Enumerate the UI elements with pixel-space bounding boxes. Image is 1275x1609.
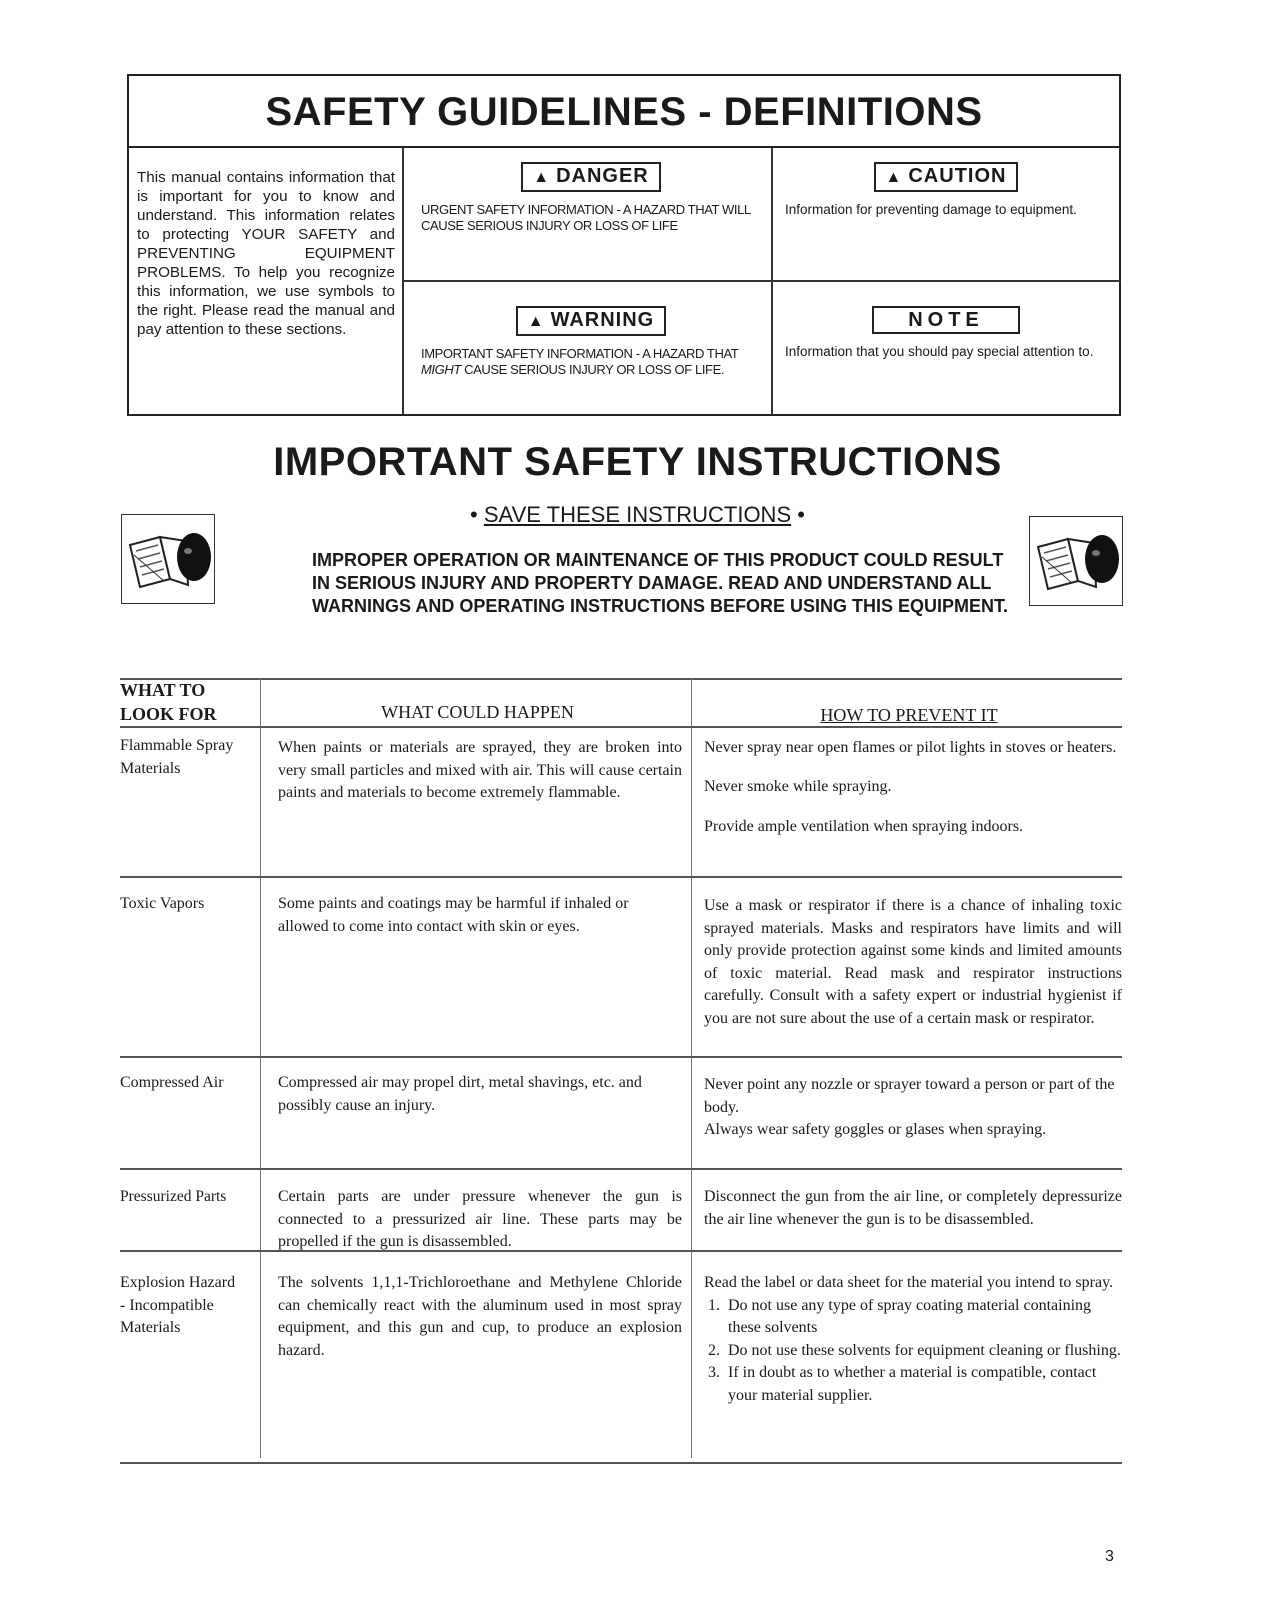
table-rule bbox=[120, 1462, 1122, 1464]
table-row-look-for: Compressed Air bbox=[120, 1074, 224, 1091]
danger-signal bbox=[521, 162, 661, 192]
table-rule bbox=[120, 1168, 1122, 1170]
grid-line bbox=[402, 280, 1121, 282]
prevention-item: Read the label or data sheet for the material you intend to spray. bbox=[704, 1274, 1114, 1291]
definitions-intro: This manual contains information that is important for you to know and understand. This information relates to protecting YOUR SAFETY and PREVENTING EQUIPMENT PROBLEMS. To help you recognize this information, we use symbols to the right. Please read the manual and pay attention to these sections. bbox=[137, 169, 395, 338]
column-divider bbox=[691, 678, 692, 1458]
table-rule bbox=[120, 876, 1122, 878]
instructions-warning: IMPROPER OPERATION OR MAINTENANCE OF THIS PRODUCT COULD RESULT IN SERIOUS INJURY AND PROPERTY DAMAGE. READ AND UNDERSTAND ALL WARNINGS AND OPERATING INSTRUCTIONS BEFORE USING THIS EQUIPMENT. bbox=[312, 550, 1009, 616]
prevention-item: Never point any nozzle or sprayer toward a person or part of the body. bbox=[704, 1076, 1115, 1116]
table-row-how-to-prevent bbox=[704, 737, 1122, 839]
warning-definition bbox=[421, 306, 761, 378]
header-what-could-happen: WHAT COULD HAPPEN bbox=[381, 702, 574, 722]
table-row-what-could-happen: Compressed air may propel dirt, metal shavings, etc. and possibly cause an injury. bbox=[278, 1074, 642, 1114]
warning-text bbox=[421, 346, 761, 378]
table-row-how-to-prevent: Use a mask or respirator if there is a chance of inhaling toxic sprayed materials. Masks and respirators have limits and will only provide protection against some kinds and limited amounts of toxic material. Read mask and respirator instructions carefully. Consult with a safety expert or industrial hygienist if you are not sure about the use of a certain mask or respirator. bbox=[704, 897, 1122, 1027]
caution-definition bbox=[785, 162, 1107, 218]
read-manual-icon bbox=[121, 514, 215, 604]
header-how-to-prevent-it: HOW TO PREVENT IT bbox=[820, 705, 998, 725]
caution-label: CAUTION bbox=[908, 165, 1007, 187]
list-item: 3. If in doubt as to whether a material is compatible, contact your material supplier. bbox=[724, 1362, 1122, 1407]
bullet: • bbox=[797, 502, 805, 527]
prevention-item: Never spray near open flames or pilot lights in stoves or heaters. bbox=[704, 739, 1117, 756]
danger-label: DANGER bbox=[556, 165, 649, 187]
list-item: 2. Do not use these solvents for equipment cleaning or flushing. bbox=[724, 1340, 1122, 1363]
warning-triangle-icon: ▲ bbox=[885, 169, 903, 186]
table-row-how-to-prevent bbox=[704, 1272, 1122, 1407]
note-text: Information that you should pay special attention to. bbox=[785, 344, 1094, 359]
read-manual-icon bbox=[1029, 516, 1123, 606]
prevention-item: Never smoke while spraying. bbox=[704, 777, 892, 795]
table-rule bbox=[120, 726, 1122, 728]
definitions-box bbox=[127, 74, 1121, 416]
prevention-item: Always wear safety goggles or glases when spraying. bbox=[704, 1121, 1047, 1138]
warning-label: WARNING bbox=[550, 309, 655, 331]
list-item: 1. Do not use any type of spray coating material containing these solvents bbox=[724, 1295, 1122, 1340]
warning-text-emphasis: MIGHT bbox=[421, 362, 461, 377]
page-number: 3 bbox=[1105, 1548, 1114, 1565]
save-instructions: SAVE THESE INSTRUCTIONS bbox=[483, 502, 792, 527]
note-definition bbox=[785, 306, 1107, 360]
note-label: NOTE bbox=[908, 309, 984, 331]
prevention-steps bbox=[704, 1295, 1122, 1408]
table-row-how-to-prevent bbox=[704, 1074, 1122, 1142]
note-signal bbox=[872, 306, 1020, 334]
danger-definition bbox=[421, 162, 761, 234]
caution-signal bbox=[874, 162, 1019, 192]
table-row-look-for: Toxic Vapors bbox=[120, 895, 205, 912]
table-row-what-could-happen: When paints or materials are sprayed, they are broken into very small particles and mixed with air. This will cause certain paints and materials to become extremely flammable. bbox=[278, 739, 682, 801]
instructions-title: IMPORTANT SAFETY INSTRUCTIONS bbox=[273, 440, 1002, 484]
column-divider bbox=[260, 678, 261, 1458]
table-row-what-could-happen: The solvents 1,1,1-Trichloroethane and Methylene Chloride can chemically react with the aluminum used in most spray equipment, and this gun and cup, to produce an explosion hazard. bbox=[278, 1274, 682, 1359]
table-row-how-to-prevent: Disconnect the gun from the air line, or completely depressurize the air line whenever the gun is to be disassembled. bbox=[704, 1188, 1122, 1228]
table-row-look-for: Flammable Spray Materials bbox=[120, 737, 234, 777]
warning-triangle-icon: ▲ bbox=[533, 169, 551, 186]
warning-signal bbox=[516, 306, 667, 336]
table-row-what-could-happen: Certain parts are under pressure whenever the gun is connected to a pressurized air line. These parts may be propelled if the gun is disassembled. bbox=[278, 1188, 682, 1250]
caution-text: Information for preventing damage to equipment. bbox=[785, 202, 1077, 217]
table-rule bbox=[120, 1250, 1122, 1252]
table-row-look-for: Pressurized Parts bbox=[120, 1188, 227, 1205]
definitions-title: SAFETY GUIDELINES - DEFINITIONS bbox=[129, 76, 1119, 148]
table-rule bbox=[120, 1056, 1122, 1058]
danger-text: URGENT SAFETY INFORMATION - A HAZARD THAT WILL CAUSE SERIOUS INJURY OR LOSS OF LIFE bbox=[421, 202, 751, 233]
table-row-what-could-happen: Some paints and coatings may be harmful if inhaled or allowed to come into contact with skin or eyes. bbox=[278, 895, 629, 935]
table-rule bbox=[120, 678, 1122, 680]
warning-text-part: CAUSE SERIOUS INJURY OR LOSS OF LIFE. bbox=[460, 362, 725, 377]
header-what-to-look-for: WHAT TO LOOK FOR bbox=[120, 680, 217, 724]
prevention-item: Provide ample ventilation when spraying indoors. bbox=[704, 818, 1024, 835]
warning-triangle-icon: ▲ bbox=[527, 313, 545, 330]
table-row-look-for: Explosion Hazard - Incompatible Materials bbox=[120, 1274, 236, 1336]
warning-text-part: IMPORTANT SAFETY INFORMATION - A HAZARD THAT bbox=[421, 346, 739, 361]
bullet: • bbox=[470, 502, 478, 527]
